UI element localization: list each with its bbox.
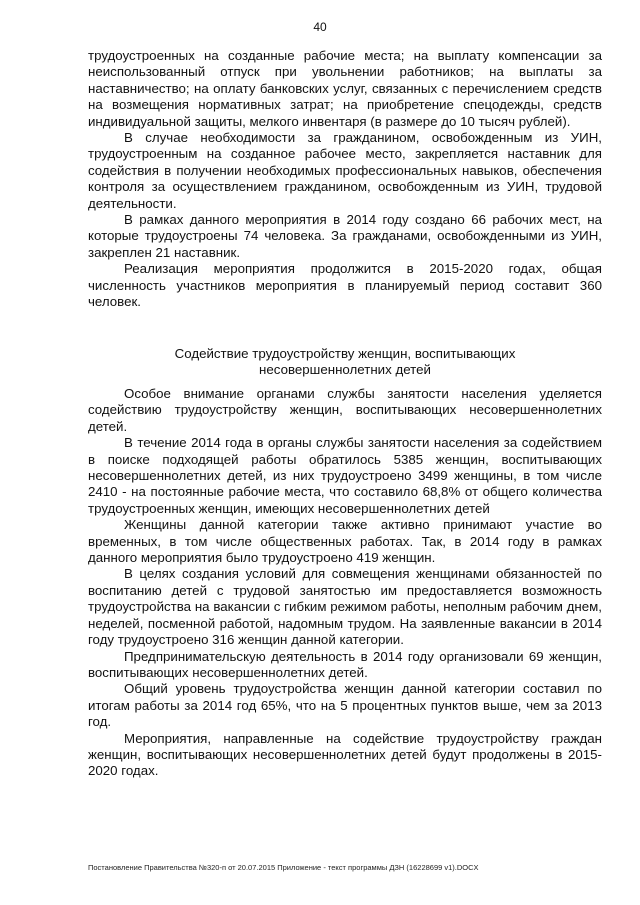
- section-heading: [88, 346, 602, 379]
- paragraph: Общий уровень трудоустройства женщин данной категории составил по итогам работы за 2014 год 65%, что на 5 процентных пунктов выше, чем за 2013 год.: [88, 681, 602, 730]
- paragraph: Предпринимательскую деятельность в 2014 году организовали 69 женщин, воспитывающих несовершеннолетних детей.: [88, 648, 602, 680]
- paragraph: В течение 2014 года в органы службы занятости населения за содействием в поиске подходящей работы обратилось 5385 женщин, воспитывающих несовершеннолетних детей, из них трудоустроено 3499 женщины, в том числе 2410 - на постоянные рабочие места, что составило 68,8% от общего количества трудоустроенных женщин, имеющих несовершеннолетних детей: [88, 435, 602, 516]
- paragraph: трудоустроенных на созданные рабочие места; на выплату компенсации за неиспользованный отпуск при увольнении работников; на выплаты за наставничество; на оплату банковских услуг, связанных с перечислением средств на возмещения нормативных затрат; на приобретение спецодежды, средств индивидуальной защиты, мелкого инвентаря (в размере до 10 тысяч рублей).: [88, 48, 602, 129]
- section-women-employment: [88, 386, 602, 780]
- paragraph: В случае необходимости за гражданином, освобожденным из УИН, трудоустроенным на созданное рабочее место, закрепляется наставник для содействия в получении необходимых профессиональных навыков, обеспечения контроля за осуществлением гражданином, освобожденным из УИН, трудовой деятельности.: [88, 130, 602, 211]
- paragraph: Особое внимание органами службы занятости населения уделяется содействию трудоустройству женщин, воспитывающих несовершеннолетних детей.: [88, 386, 602, 434]
- section-heading-line: несовершеннолетних детей: [259, 362, 431, 378]
- section-heading-line: Содействие трудоустройству женщин, воспитывающих: [174, 346, 516, 361]
- paragraph: Мероприятия, направленные на содействие трудоустройству граждан женщин, воспитывающих несовершеннолетних детей будут продолжены в 2015-2020 годах.: [88, 730, 602, 779]
- paragraph: Реализация мероприятия продолжится в 2015-2020 годах, общая численность участников мероприятия в планируемый период составит 360 человек.: [88, 261, 602, 310]
- page-number: 40: [313, 20, 327, 34]
- document-footer: Постановление Правительства №320-п от 20.07.2015 Приложение - текст программы ДЗН (16228699 v1).DOCX: [88, 863, 479, 872]
- paragraph: В целях создания условий для совмещения женщинами обязанностей по воспитанию детей с трудовой занятостью им предоставляется возможность трудоустройства на вакансии с гибким режимом работы, неполным рабочим днем, неделей, посменной работой, надомным трудом. На заявленные вакансии в 2014 году трудоустроено 316 женщин данной категории.: [88, 566, 602, 648]
- paragraph: В рамках данного мероприятия в 2014 году создано 66 рабочих мест, на которые трудоустроены 74 человека. За гражданами, освобожденными из УИН, закреплен 21 наставник.: [88, 212, 602, 260]
- paragraph: Женщины данной категории также активно принимают участие во временных, в том числе общественных работах. Так, в 2014 году в рамках данного мероприятия было трудоустроено 419 женщин.: [88, 517, 602, 566]
- section-intro: [88, 48, 602, 311]
